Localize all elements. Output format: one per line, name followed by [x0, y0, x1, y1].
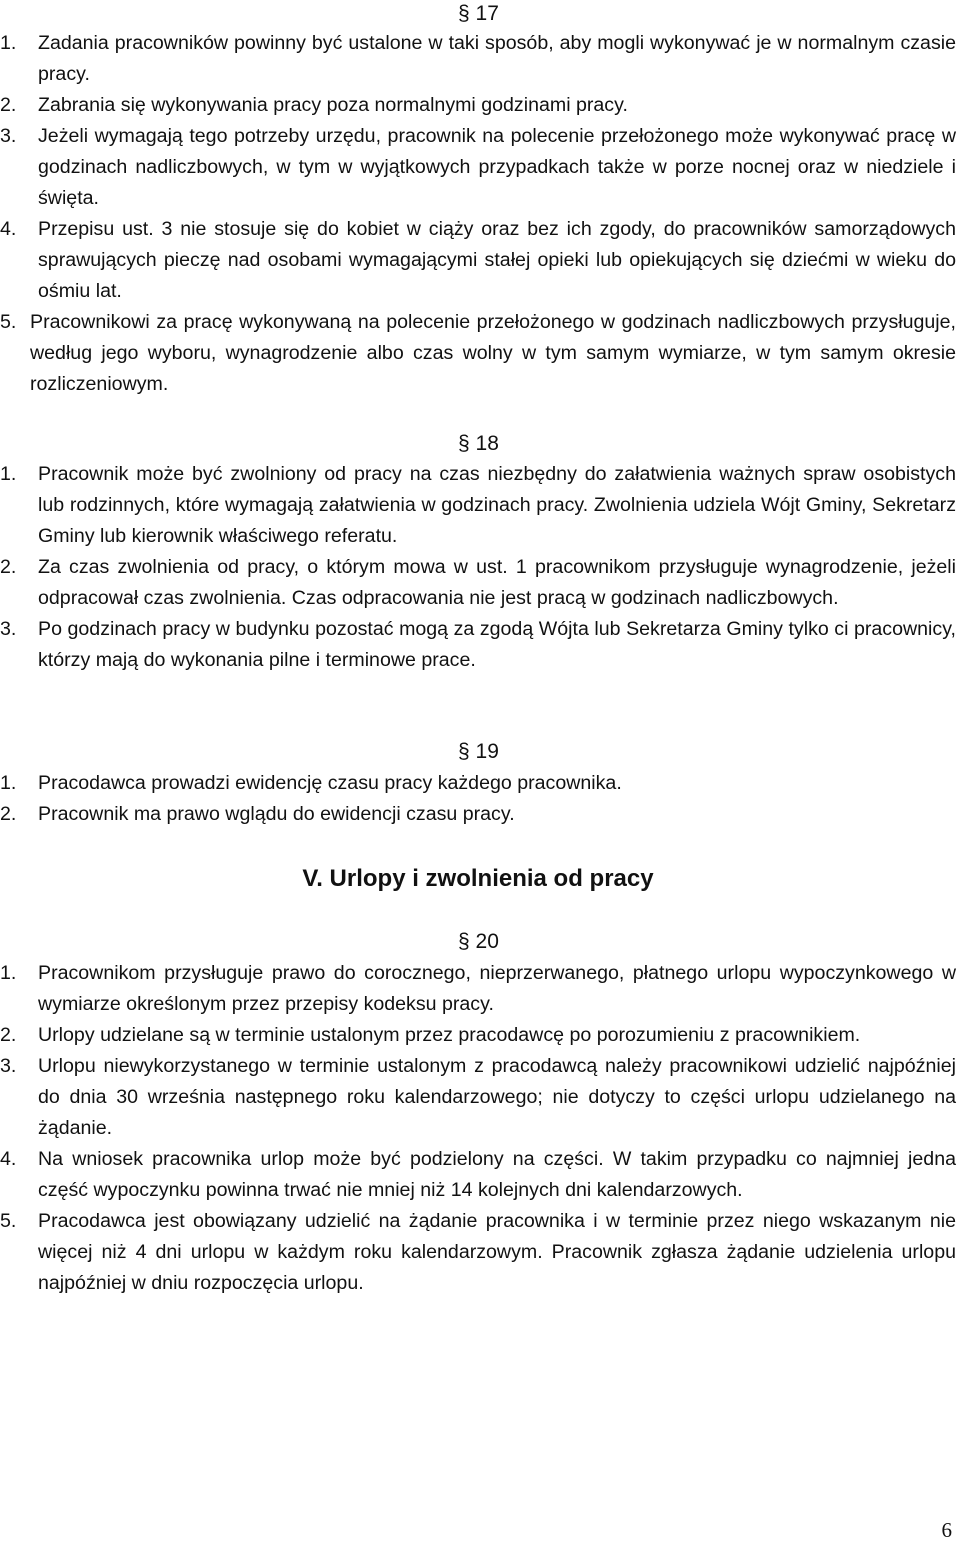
section-mark-20: § 20 — [458, 930, 499, 953]
list-item — [0, 28, 960, 90]
list-item — [0, 1051, 960, 1144]
section-19-list — [0, 768, 960, 830]
section-mark-18: § 18 — [458, 432, 499, 455]
item-number: 1. — [0, 463, 17, 485]
item-number: 3. — [0, 618, 17, 640]
list-item — [0, 799, 960, 830]
item-text: Pracownikowi za pracę wykonywaną na polecenie przełożonego w godzinach nadliczbowych przysługuje, według jego wyboru, wynagrodzenie albo czas wolny w tym samym wymiarze, w tym samym okresie rozliczeniowym. — [30, 311, 956, 395]
list-item — [0, 121, 960, 214]
item-text: Zadania pracowników powinny być ustalone w taki sposób, aby mogli wykonywać je w normalnym czasie pracy. — [38, 32, 956, 85]
item-text: Pracodawca jest obowiązany udzielić na żądanie pracownika i w terminie przez niego wskazanym nie więcej niż 4 dni urlopu w każdym roku kalendarzowym. Pracownik zgłasza żądanie udzielenia urlopu najpóźniej w dniu rozpoczęcia urlopu. — [38, 1210, 956, 1294]
item-number: 2. — [0, 1024, 17, 1046]
list-item — [0, 307, 960, 400]
chapter-heading-text: V. Urlopy i zwolnienia od pracy — [302, 865, 654, 892]
item-text: Urlopy udzielane są w terminie ustalonym przez pracodawcę po porozumieniu z pracownikiem. — [38, 1024, 861, 1046]
list-item — [0, 1144, 960, 1206]
list-item — [0, 214, 960, 307]
item-text: Jeżeli wymagają tego potrzeby urzędu, pracownik na polecenie przełożonego może wykonywać pracę w godzinach nadliczbowych, w tym w wyjątkowych przypadkach także w porze nocnej oraz w niedziele i święta. — [38, 125, 956, 209]
item-number: 1. — [0, 962, 17, 984]
list-item — [0, 768, 960, 799]
item-text: Pracownik może być zwolniony od pracy na czas niezbędny do załatwienia ważnych spraw osobistych lub rodzinnych, które wymagają załatwienia w godzinach pracy. Zwolnienia udziela Wójt Gminy, Sekretarz Gminy lub kierownik właściwego referatu. — [38, 463, 956, 547]
item-number: 2. — [0, 94, 17, 116]
item-text: Pracownik ma prawo wglądu do ewidencji czasu pracy. — [38, 803, 515, 825]
item-number: 5. — [0, 311, 17, 333]
chapter-heading — [0, 863, 960, 895]
section-mark-17: § 17 — [458, 2, 499, 25]
list-item — [0, 614, 960, 676]
list-item — [0, 958, 960, 1020]
list-item — [0, 459, 960, 552]
item-text: Pracownikom przysługuje prawo do corocznego, nieprzerwanego, płatnego urlopu wypoczynkowego w wymiarze określonym przez przepisy kodeksu pracy. — [38, 962, 956, 1015]
item-text: Zabrania się wykonywania pracy poza normalnymi godzinami pracy. — [38, 94, 628, 116]
list-item — [0, 552, 960, 614]
list-item — [0, 90, 960, 121]
item-number: 4. — [0, 1148, 17, 1170]
item-number: 1. — [0, 772, 17, 794]
section-mark-19: § 19 — [458, 740, 499, 763]
section-18-list — [0, 459, 960, 676]
item-text: Pracodawca prowadzi ewidencję czasu pracy każdego pracownika. — [38, 772, 622, 794]
item-number: 1. — [0, 32, 17, 54]
section-17-list — [0, 28, 960, 400]
page-number: 6 — [941, 1518, 952, 1542]
item-text: Na wniosek pracownika urlop może być podzielony na części. W takim przypadku co najmniej jedna część wypoczynku powinna trwać nie mniej niż 14 kolejnych dni kalendarzowych. — [38, 1148, 956, 1201]
item-number: 2. — [0, 556, 17, 578]
list-item — [0, 1206, 960, 1299]
item-text: Za czas zwolnienia od pracy, o którym mowa w ust. 1 pracownikom przysługuje wynagrodzenie, jeżeli odpracował czas zwolnienia. Czas odpracowania nie jest pracą w godzinach nadliczbowych. — [38, 556, 956, 609]
item-number: 4. — [0, 218, 17, 240]
item-number: 2. — [0, 803, 17, 825]
item-text: Po godzinach pracy w budynku pozostać mogą za zgodą Wójta lub Sekretarza Gminy tylko ci pracownicy, którzy mają do wykonania pilne i terminowe prace. — [38, 618, 956, 671]
item-number: 3. — [0, 125, 17, 147]
section-20-list — [0, 958, 960, 1299]
item-text: Przepisu ust. 3 nie stosuje się do kobiet w ciąży oraz bez ich zgody, do pracowników samorządowych sprawujących pieczę nad osobami wymagającymi stałej opieki lub opiekujących się dziećmi w wieku do ośmiu lat. — [38, 218, 956, 302]
item-text: Urlopu niewykorzystanego w terminie ustalonym z pracodawcą należy pracownikowi udzielić najpóźniej do dnia 30 września następnego roku kalendarzowego; nie dotyczy to części urlopu udzielanego na żądanie. — [38, 1055, 956, 1139]
item-number: 5. — [0, 1210, 17, 1232]
list-item — [0, 1020, 960, 1051]
item-number: 3. — [0, 1055, 17, 1077]
